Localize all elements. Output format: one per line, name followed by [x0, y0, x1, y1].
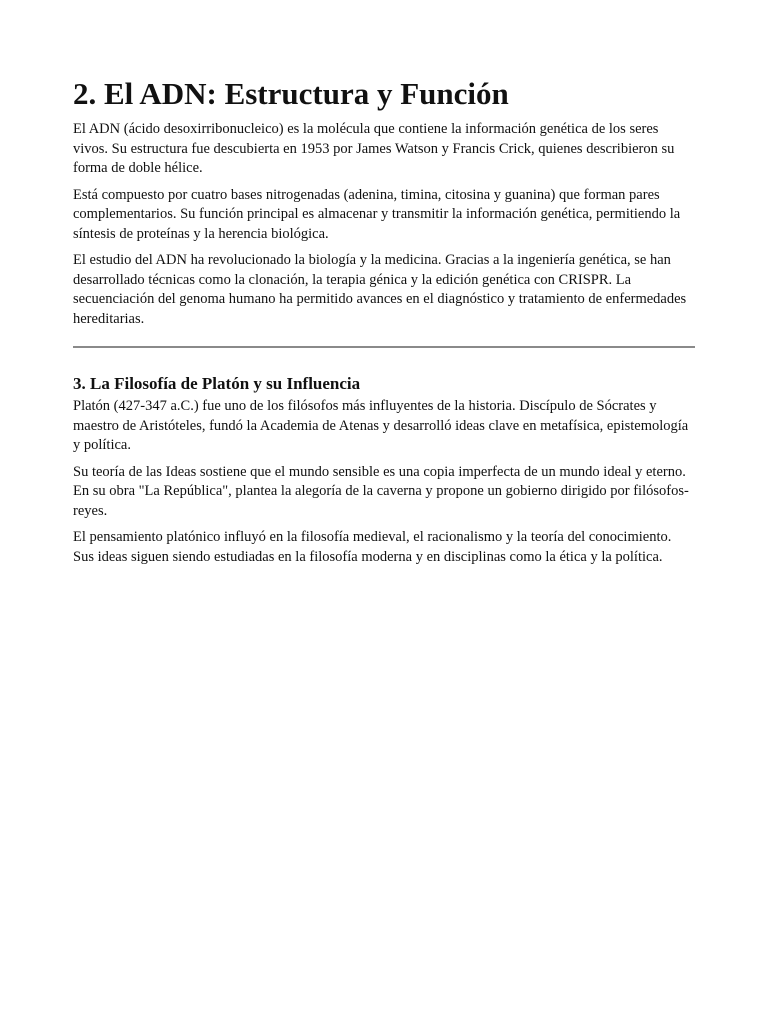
section-plato-paragraph-3: El pensamiento platónico influyó en la filosofía medieval, el racionalismo y la teoría del conocimiento. Sus ideas siguen siendo estudiadas en la filosofía moderna y en disciplinas como la ética y la política.: [73, 529, 672, 565]
section-plato-title: 3. La Filosofía de Platón y su Influencia: [73, 374, 361, 393]
document-page: [73, 74, 695, 574]
section-dna-title: 2. El ADN: Estructura y Función: [73, 76, 509, 111]
section-plato-paragraph-2: Su teoría de las Ideas sostiene que el mundo sensible es una copia imperfecta de un mundo ideal y eterno. En su obra "La República", plantea la alegoría de la caverna y propone un gobierno dirigido por filósofos-reyes.: [73, 463, 689, 519]
section-plato-paragraph-1: Platón (427-347 a.C.) fue uno de los filósofos más influyentes de la historia. Discípulo de Sócrates y maestro de Aristóteles, fundó la Academia de Atenas y desarrolló ideas clave en metafísica, epistemología y política.: [73, 398, 689, 453]
section-dna-paragraph-3: El estudio del ADN ha revolucionado la biología y la medicina. Gracias a la ingeniería genética, se han desarrollado técnicas como la clonación, la terapia génica y la edición genética con CRISPR. La secuenciación del genoma humano ha permitido avances en el diagnóstico y tratamiento de enfermedades hereditarias.: [73, 252, 687, 327]
section-dna-paragraph-1: El ADN (ácido desoxirribonucleico) es la molécula que contiene la información genética de los seres vivos. Su estructura fue descubierta en 1953 por James Watson y Francis Crick, quienes describieron su forma de doble hélice.: [73, 121, 675, 176]
section-divider: [73, 346, 695, 348]
section-dna-paragraph-2: Está compuesto por cuatro bases nitrogenadas (adenina, timina, citosina y guanina) que forman pares complementarios. Su función principal es almacenar y transmitir la información genética, permitiendo la síntesis de proteínas y la herencia biológica.: [73, 186, 681, 242]
